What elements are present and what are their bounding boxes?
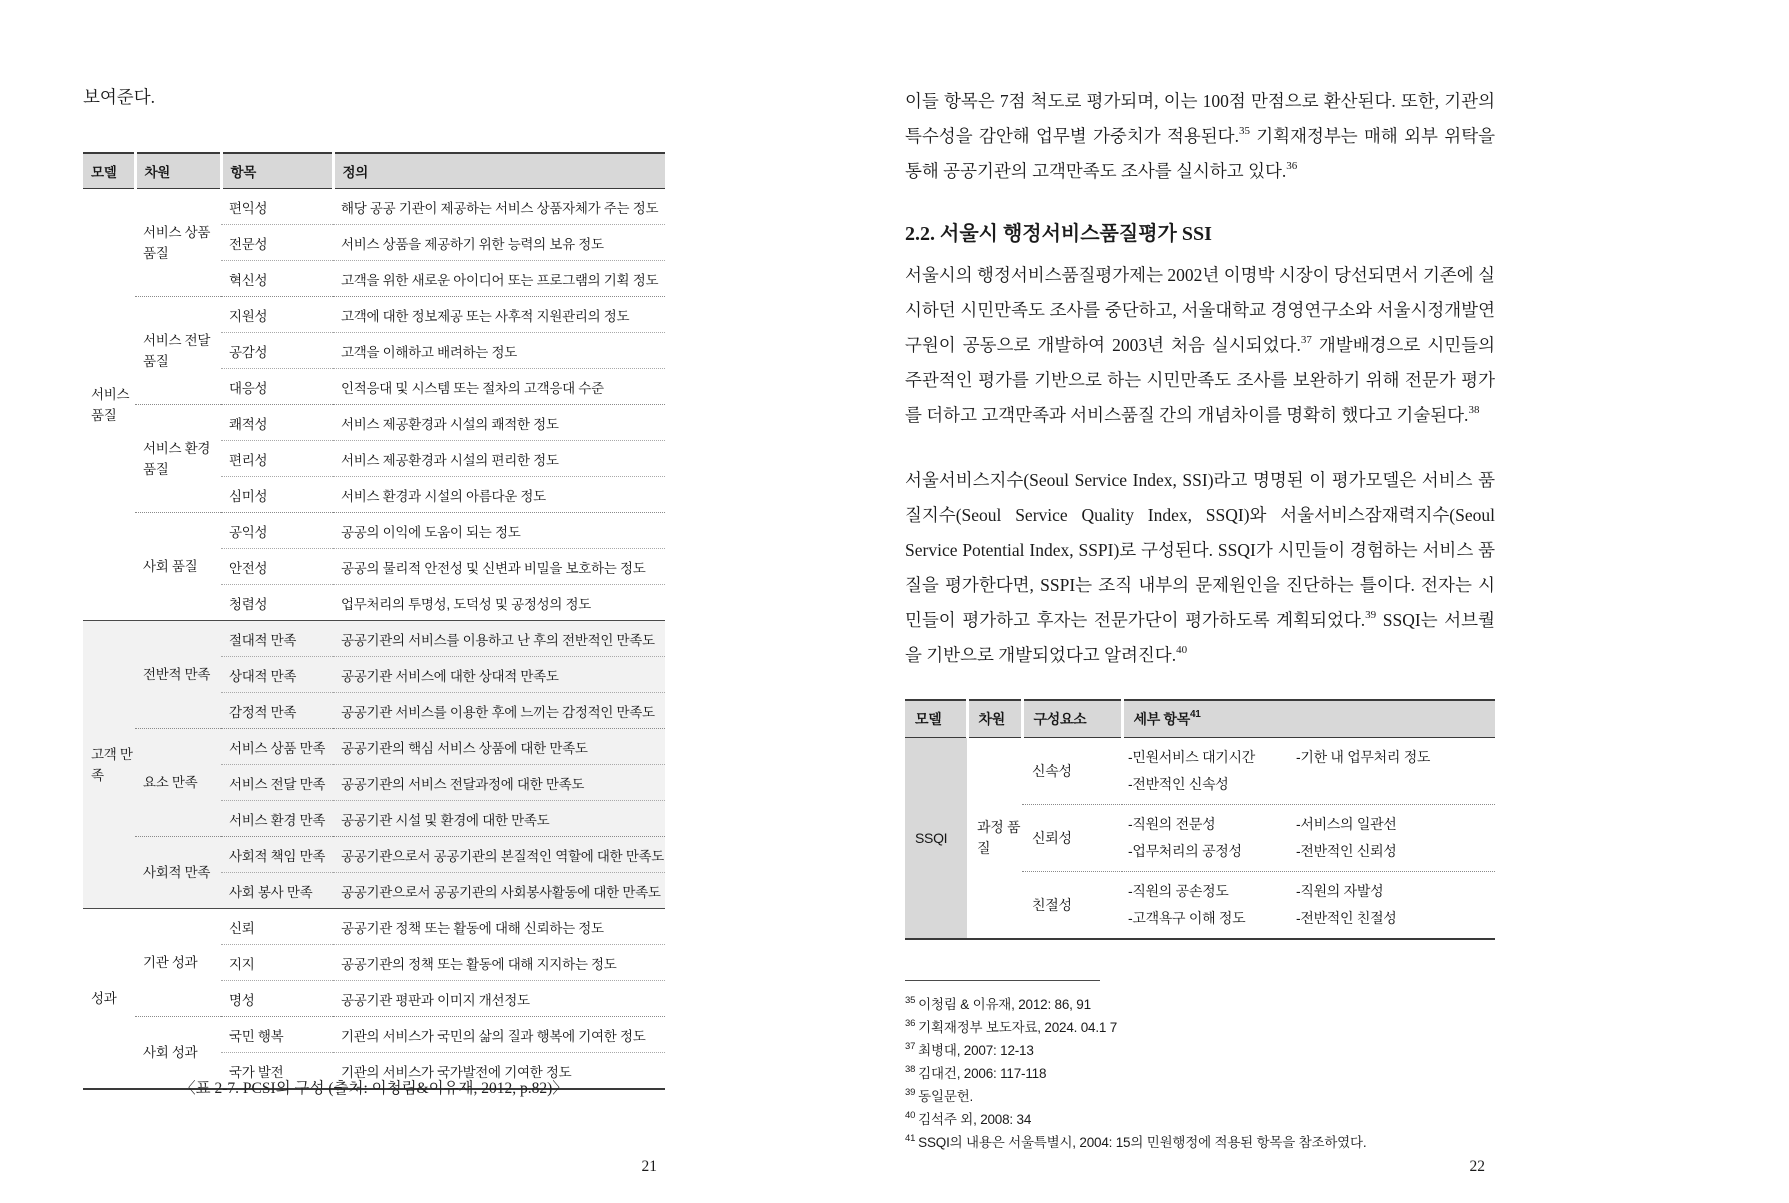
item-cell: 서비스 환경 만족 [221,801,333,837]
definition-cell: 해당 공공 기관이 제공하는 서비스 상품자체가 주는 정도 [341,200,659,216]
footnote-list [905,993,1495,1154]
pcsi-table-head [83,153,665,189]
dimension-cell: 기관 성과 [135,909,221,1017]
item-cell: 국민 행복 [221,1017,333,1053]
page-22 [894,0,1789,1203]
footnote-item: $^{41}$ SSQI의 내용은 서울특별시, 2004: 15의 민원행정에 적용된 항목을 참조하였다. [905,1132,1367,1150]
intro-text: 보여준다. [83,87,155,107]
table-row [83,909,665,945]
text-column [905,84,1495,1154]
model-cell: 성과 [83,909,135,1090]
item-cell: 지원성 [221,297,333,333]
detail-line [1128,811,1495,838]
table-header-row [83,153,665,189]
item-cell: 청렴성 [221,585,333,621]
detail-cell [1122,738,1495,805]
component-cell: 친절성 [1022,872,1122,940]
table-row [83,1017,665,1053]
footnote-marker: 36 [1286,160,1298,173]
definition-cell: 공공의 물리적 안전성 및 신변과 비밀을 보호하는 정도 [333,549,665,585]
detail-line [1128,744,1495,771]
item-cell: 심미성 [221,477,333,513]
dimension-cell: 사회 품질 [135,513,221,621]
detail-cell [1122,805,1495,872]
footnote-number: 37 [905,1040,916,1052]
definition-cell: 공공기관의 핵심 서비스 상품에 대한 만족도 [333,729,665,765]
definition-cell: 고객에 대한 정보제공 또는 사후적 지원관리의 정도 [333,297,665,333]
footnote-marker: 40 [1176,644,1188,657]
item-cell: 편리성 [221,441,333,477]
item-cell: 지지 [221,945,333,981]
table-row [83,621,665,657]
item-cell: 대응성 [221,369,333,405]
table-row [83,405,665,441]
footnote-item: $^{36}$ 기획재정부 보도자료, 2024. 04.1 7 [905,1017,1118,1035]
column-header: 정의 [333,153,665,189]
definition-cell: 공공기관 시설 및 환경에 대한 만족도 [333,801,665,837]
model-cell: 서비스 품질 [91,386,130,423]
column-header: 모델 [83,153,135,189]
detail-line [1128,838,1495,865]
component-cell: 신속성 [1032,763,1072,779]
column-header: 차원 [135,153,221,189]
item-cell: 감정적 만족 [221,693,333,729]
definition-cell: 공공기관의 정책 또는 활동에 대해 지지하는 정도 [333,945,665,981]
table-row [83,189,665,225]
detail-line [1128,771,1495,798]
item-cell: 혁신성 [221,261,333,297]
paragraph-scoring: 이들 항목은 7점 척도로 평가되며, 이는 100점 만점으로 환산된다. 또한, 기관의 특수성을 감안해 업무별 가중치가 적용된다.$^{35}$ 기획재정부는 매해 외부 위탁을 통해 공공기관의 고객만족도 조사를 실시하고 있다.$^{36}$ [905,91,1495,181]
footnote-number: 41 [905,1132,916,1144]
dimension-cell: 전반적 만족 [135,621,221,729]
item-cell: 명성 [221,981,333,1017]
detail-item: -서비스의 일관선 [1296,816,1397,832]
definition-cell: 공공기관 정책 또는 활동에 대해 신뢰하는 정도 [333,909,665,945]
detail-item: -직원의 전문성 [1128,816,1216,832]
dimension-cell: 과정 품질 [977,819,1021,856]
detail-item: -기한 내 업무처리 정도 [1296,749,1431,765]
item-cell: 전문성 [221,225,333,261]
item-cell: 사회적 책임 만족 [221,837,333,873]
footnote-item: $^{37}$ 최병대, 2007: 12-13 [905,1040,1034,1058]
definition-cell: 서비스 제공환경과 시설의 편리한 정도 [333,441,665,477]
detail-cell [1122,872,1495,940]
item-cell: 공익성 [221,513,333,549]
footnote-item: $^{38}$ 김대건, 2006: 117-118 [905,1063,1047,1081]
definition-cell: 서비스 환경과 시설의 아름다운 정도 [333,477,665,513]
definition-cell: 공공기관 서비스에 대한 상대적 만족도 [333,657,665,693]
detail-item: -직원의 자발성 [1296,883,1384,899]
table-row [905,738,1495,805]
footnote-number: 36 [905,1017,916,1029]
column-header: 차원 [967,700,1022,738]
item-cell: 안전성 [221,549,333,585]
footnote-marker: 41 [1190,709,1201,721]
definition-cell: 공공기관으로서 공공기관의 사회봉사활동에 대한 만족도 [333,873,665,909]
footnote-marker: 35 [1238,125,1250,138]
footnote-rule [905,980,1100,981]
column-header: 세부 항목$^{41}$ [1122,700,1495,738]
section-heading: 2.2. 서울시 행정서비스품질평가 SSI [905,223,1212,245]
table-row [83,837,665,873]
item-cell: 절대적 만족 [221,621,333,657]
detail-line [1128,878,1495,905]
footnote-item: $^{40}$ 김석주 외, 2008: 34 [905,1109,1032,1127]
detail-item: -전반적인 친절성 [1296,910,1397,926]
table-header-row [905,700,1495,738]
table-row [83,729,665,765]
footnote-number: 38 [905,1063,916,1075]
ssqi-table-body [905,738,1495,940]
definition-cell: 기관의 서비스가 국민의 삶의 질과 행복에 기여한 정도 [333,1017,665,1053]
definition-cell: 공공기관의 서비스를 이용하고 난 후의 전반적인 만족도 [333,621,665,657]
ssqi-table-head [905,700,1495,738]
page-number-21: 21 [641,1158,657,1175]
footnote-marker: 38 [1468,404,1480,417]
definition-cell: 공공의 이익에 도움이 되는 정도 [333,513,665,549]
pcsi-table [83,152,665,1090]
component-cell: 신뢰성 [1022,805,1122,872]
model-cell: SSQI [905,738,967,940]
definition-cell: 서비스 제공환경과 시설의 쾌적한 정도 [333,405,665,441]
detail-item: -민원서비스 대기시간 [1128,749,1255,765]
detail-item: -고객욕구 이해 정도 [1128,910,1246,926]
footnotes [905,980,1495,1154]
detail-item: -업무처리의 공정성 [1128,843,1242,859]
definition-cell: 공공기관으로서 공공기관의 본질적인 역할에 대한 만족도 [333,837,665,873]
item-cell: 서비스 상품 만족 [221,729,333,765]
item-cell: 사회 봉사 만족 [221,873,333,909]
ssqi-table [905,699,1495,940]
dimension-cell: 사회 성과 [135,1017,221,1090]
detail-item: -전반적인 신뢰성 [1296,843,1397,859]
item-cell: 신뢰 [221,909,333,945]
definition-cell: 공공기관 서비스를 이용한 후에 느끼는 감정적인 만족도 [333,693,665,729]
item-cell: 서비스 전달 만족 [221,765,333,801]
pcsi-table-body [83,189,665,1090]
table-row [83,513,665,549]
dimension-cell: 사회적 만족 [135,837,221,909]
item-cell: 쾌적성 [221,405,333,441]
table-row [83,297,665,333]
model-cell: 고객 만족 [83,621,135,909]
definition-cell: 인적응대 및 시스템 또는 절차의 고객응대 수준 [333,369,665,405]
table-caption: 〈표 2-7. PCSI의 구성 (출처: 이청림&이유재, 2012, p.82)〉 [180,1080,568,1097]
column-header: 구성요소 [1022,700,1122,738]
footnote-number: 39 [905,1086,916,1098]
item-cell: 국가 발전 [221,1053,333,1090]
page-21 [0,0,894,1203]
dimension-cell: 서비스 전달 품질 [135,297,221,405]
definition-cell: 기관의 서비스가 국가발전에 기여한 정도 [333,1053,665,1090]
definition-cell: 고객을 위한 새로운 아이디어 또는 프로그램의 기획 정도 [333,261,665,297]
paragraph-ssi-structure: 서울서비스지수(Seoul Service Index, SSI)라고 명명된 이 평가모델은 서비스 품질지수(Seoul Service Quality Index, SSQI)와 서울서비스잠재력지수(Seoul Service Potential Index, SSPI)로 구성된다. SSQI가 시민들이 경험하는 서비스 품질을 평가한다면, SSPI는 조직 내부의 문제원인을 진단하는 틀이다. 전자는 시민들이 평가하고 후자는 전문가단이 평가하도록 계획되었다.$^{39}$ SSQI는 서브퀄을 기반으로 개발되었다고 알려진다.$^{40}$ [905,470,1495,665]
dimension-cell: 서비스 상품 품질 [143,224,211,261]
dimension-cell: 요소 만족 [135,729,221,837]
definition-cell: 업무처리의 투명성, 도덕성 및 공정성의 정도 [333,585,665,621]
footnote-item: $^{39}$ 동일문헌. [905,1086,974,1104]
detail-item: -직원의 공손정도 [1128,883,1229,899]
definition-cell: 공공기관 평판과 이미지 개선정도 [333,981,665,1017]
footnote-marker: 39 [1365,609,1377,622]
definition-cell: 공공기관의 서비스 전달과정에 대한 만족도 [333,765,665,801]
dimension-cell: 서비스 환경 품질 [135,405,221,513]
paragraph-ssi-history: 서울시의 행정서비스품질평가제는 2002년 이명박 시장이 당선되면서 기존에 실시하던 시민만족도 조사를 중단하고, 서울대학교 경영연구소와 서울시정개발연구원이 공동으로 개발하여 2003년 처음 실시되었다.$^{37}$ 개발배경으로 시민들의 주관적인 평가를 기반으로 하는 시민만족도 조사를 보완하기 위해 전문가 평가를 더하고 고객만족과 서비스품질 간의 개념차이를 명확히 했다고 기술된다.$^{38}$ [905,265,1495,425]
page-number-22: 22 [1469,1158,1485,1175]
definition-cell: 고객을 이해하고 배려하는 정도 [333,333,665,369]
column-header: 항목 [221,153,333,189]
footnote-marker: 37 [1300,334,1312,347]
detail-line [1128,905,1495,932]
footnote-item: $^{35}$ 이청림 & 이유재, 2012: 86, 91 [905,994,1091,1012]
definition-cell: 서비스 상품을 제공하기 위한 능력의 보유 정도 [333,225,665,261]
column-header: 모델 [905,700,967,738]
footnote-number: 35 [905,994,916,1006]
item-cell: 편익성 [229,200,268,216]
footnote-number: 40 [905,1109,916,1121]
detail-item: -전반적인 신속성 [1128,776,1229,792]
item-cell: 상대적 만족 [221,657,333,693]
item-cell: 공감성 [221,333,333,369]
